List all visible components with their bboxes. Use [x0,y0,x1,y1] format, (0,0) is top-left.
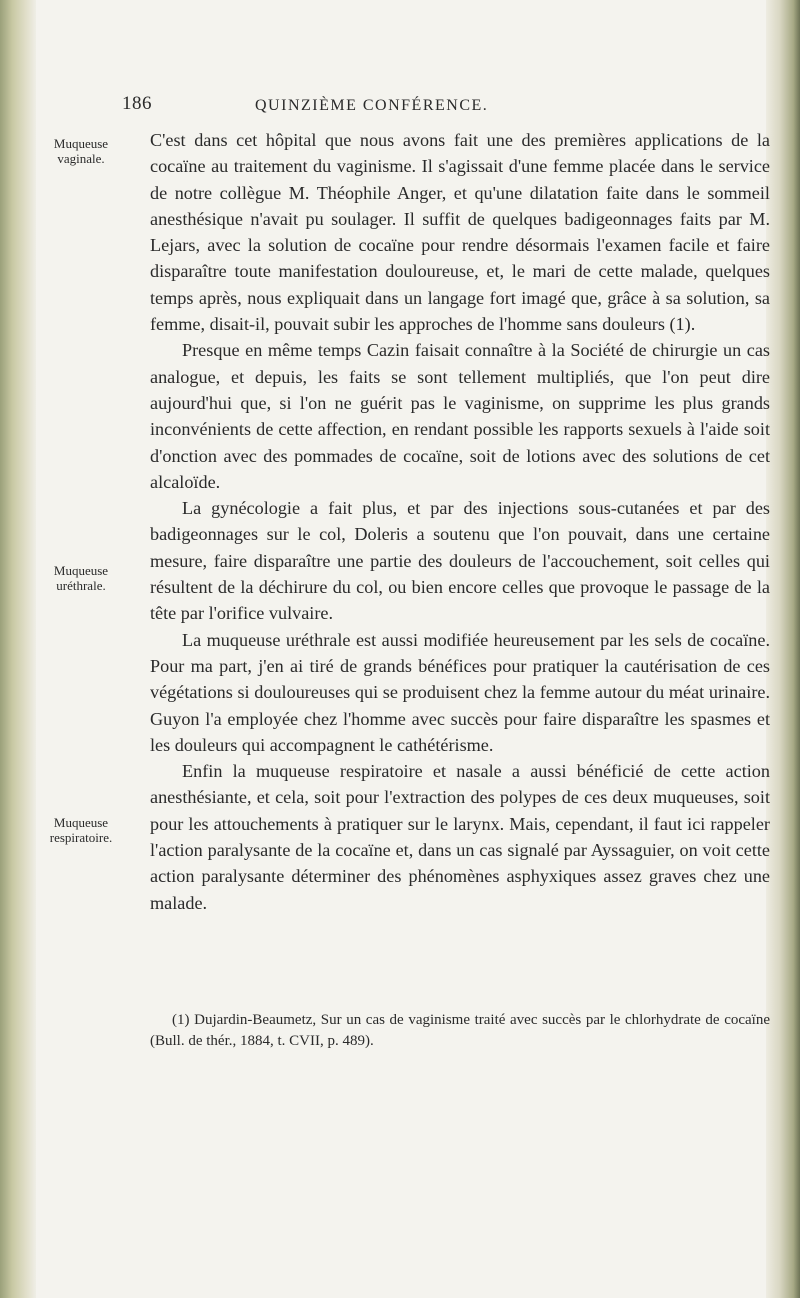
margin-note-urethrale: Muqueuse uréthrale. [53,563,109,593]
footnote [150,1010,770,1052]
book-binding-shadow [0,0,36,1298]
footnote-text: Dujardin-Beaumetz, Sur un cas de vaginisme traité avec succès par le chlorhydrate de cocaïne (Bull. de thér., 1884, t. CVII, p. 489). [150,1012,770,1049]
paragraph: C'est dans cet hôpital que nous avons fait une des premières applications de la cocaïne au traitement du vaginisme. Il s'agissait d'une femme placée dans le service de notre collègue M. Théophile Anger, et qu'une dilatation faite dans le sommeil anesthésique n'avait pu soulager. Il suffit de quelques badigeonnages faits par M. Lejars, avec la solution de cocaïne pour rendre désormais l'examen facile et faire disparaître toute manifestation douloureuse, et, le mari de cette malade, quelques temps après, nous expliquait dans un langage fort imagé que, grâce à sa solution, sa femme, disait-il, pouvait subir les approches de l'homme sans douleurs (1). [150,130,770,335]
footnote-marker: (1) [172,1012,190,1028]
paragraph: Enfin la muqueuse respiratoire et nasale a aussi bénéficié de cette action anesthésiante, et cela, soit pour l'extraction des polypes de ces deux muqueuses, soit pour les attouchements à pratiquer sur le larynx. Mais, cependant, il faut ici rappeler l'action paralysante de la cocaïne et, dans un cas signalé par Ayssaguier, on voit cette action paralysante déterminer des phénomènes asphyxiques assez graves chez une malade. [150,761,770,913]
body-text [150,127,770,916]
paragraph: La gynécologie a fait plus, et par des injections sous-cutanées et par des badigeonnages sur le col, Doleris a soutenu que l'on pouvait, dans une certaine mesure, faire disparaître une partie des douleurs de l'accouchement, soit celles qui résultent de la déchirure du col, ou bien encore celles que provoque le passage de la tête par l'orifice vulvaire. [150,498,770,624]
page-number: 186 [122,93,152,114]
running-title: QUINZIÈME CONFÉRENCE. [255,97,489,114]
margin-note-vaginale: Muqueuse vaginale. [53,136,109,166]
margin-note-respiratoire: Muqueuse respiratoire. [49,815,113,845]
paragraph: La muqueuse uréthrale est aussi modifiée heureusement par les sels de cocaïne. Pour ma part, j'en ai tiré de grands bénéfices pour pratiquer la cautérisation de ces végétations si douloureuses qui se produisent chez la femme autour du méat urinaire. Guyon l'a employée chez l'homme avec succès pour faire disparaître les spasmes et les douleurs qui accompagnent le cathétérisme. [150,629,770,755]
paragraph: Presque en même temps Cazin faisait connaître à la Société de chirurgie un cas analogue, et depuis, les faits se sont tellement multipliés, que l'on peut dire aujourd'hui que, si l'on ne guérit pas le vaginisme, on supprime les plus grands inconvénients de cette affection, en rendant possible les rapports sexuels à l'aide soit d'onction avec des pommades de cocaïne, soit de lotions avec des solutions de cet alcaloïde. [150,340,770,492]
page-edge-shadow [766,0,800,1298]
